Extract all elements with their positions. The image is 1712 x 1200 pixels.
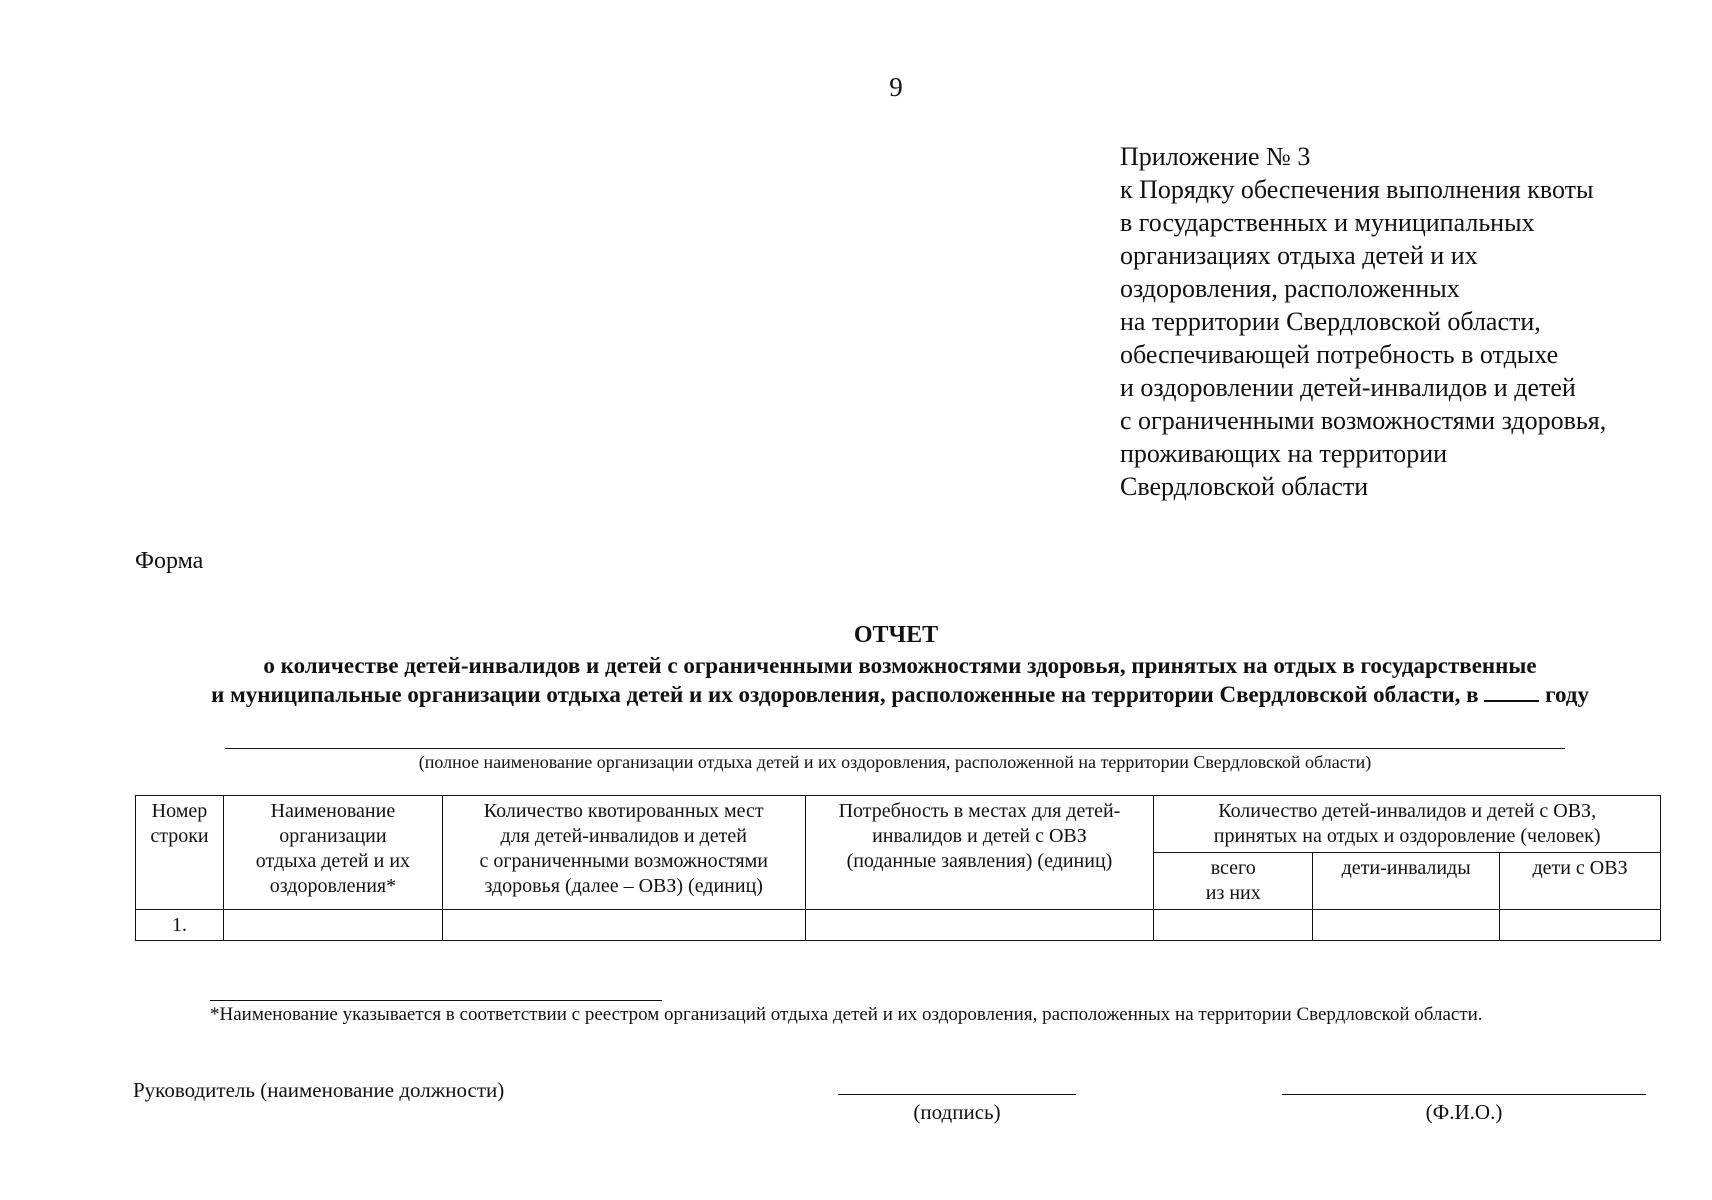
appendix-line: и оздоровлении детей-инвалидов и детей xyxy=(1120,373,1576,402)
row-number-cell: 1. xyxy=(136,910,224,941)
full-name-field[interactable] xyxy=(1282,1094,1646,1095)
appendix-line: Приложение № 3 xyxy=(1120,142,1311,171)
appendix-block xyxy=(1120,140,1606,503)
header-total: всего из них xyxy=(1154,853,1313,910)
footnote-divider xyxy=(210,1000,662,1001)
report-table xyxy=(135,795,1661,941)
report-subtitle xyxy=(140,651,1660,709)
subtitle-text: году xyxy=(1545,682,1589,707)
appendix-line: обеспечивающей потребность в отдыхе xyxy=(1120,340,1559,369)
signature-caption: (подпись) xyxy=(913,1100,1001,1124)
header-row-number: Номер строки xyxy=(136,796,224,910)
subtitle-line xyxy=(140,680,1660,709)
header-accepted: Количество детей-инвалидов и детей с ОВЗ, принятых на отдых и оздоровление (человек) xyxy=(1154,796,1661,853)
subtitle-text: и муниципальные организации отдыха детей и их оздоровления, расположенные на территории Свердловской области, в xyxy=(211,682,1479,707)
header-organization-name: Наименование организации отдыха детей и их оздоровления* xyxy=(223,796,442,910)
appendix-line: организациях отдыха детей и их xyxy=(1120,241,1478,270)
header-disabled-children: дети-инвалиды xyxy=(1313,853,1500,910)
year-blank-field[interactable] xyxy=(1484,682,1539,702)
appendix-line: в государственных и муниципальных xyxy=(1120,208,1535,237)
header-need: Потребность в местах для детей- инвалидов и детей с ОВЗ (поданные заявления) (единиц) xyxy=(805,796,1154,910)
report-title: ОТЧЕТ xyxy=(853,622,939,648)
organization-name-field[interactable] xyxy=(225,748,1565,749)
table-row xyxy=(136,910,1661,941)
appendix-line: с ограниченными возможностями здоровья, xyxy=(1120,406,1607,435)
organization-name-caption: (полное наименование организации отдыха детей и их оздоровления, расположенной на территории Свердловской области) xyxy=(418,752,1372,772)
appendix-line: на территории Свердловской области, xyxy=(1120,307,1541,336)
footnote: *Наименование указывается в соответствии с реестром организаций отдыха детей и их оздоровления, расположенных на территории Свердловской области. xyxy=(210,1004,1483,1025)
header-quota: Количество квотированных мест для детей-инвалидов и детей с ограниченными возможностями здоровья (далее – ОВЗ) (единиц) xyxy=(442,796,805,910)
ovz-children-cell[interactable] xyxy=(1500,910,1661,941)
header-ovz-children: дети с ОВЗ xyxy=(1500,853,1661,910)
appendix-line: оздоровления, расположенных xyxy=(1120,274,1460,303)
quota-cell[interactable] xyxy=(442,910,805,941)
signer-label: Руководитель (наименование должности) xyxy=(133,1078,505,1102)
appendix-line: к Порядку обеспечения выполнения квоты xyxy=(1120,175,1594,204)
organization-name-cell[interactable] xyxy=(223,910,442,941)
total-cell[interactable] xyxy=(1154,910,1313,941)
appendix-line: Свердловской области xyxy=(1120,472,1369,501)
need-cell[interactable] xyxy=(805,910,1154,941)
page-number: 9 xyxy=(889,72,903,102)
disabled-children-cell[interactable] xyxy=(1313,910,1500,941)
table-header-row xyxy=(136,796,1661,853)
signature-field[interactable] xyxy=(838,1094,1076,1095)
full-name-caption: (Ф.И.О.) xyxy=(1425,1100,1503,1124)
subtitle-line: о количестве детей-инвалидов и детей с ограниченными возможностями здоровья, принятых на отдых в государственные xyxy=(263,653,1537,678)
form-label: Форма xyxy=(135,548,204,574)
appendix-line: проживающих на территории xyxy=(1120,439,1448,468)
